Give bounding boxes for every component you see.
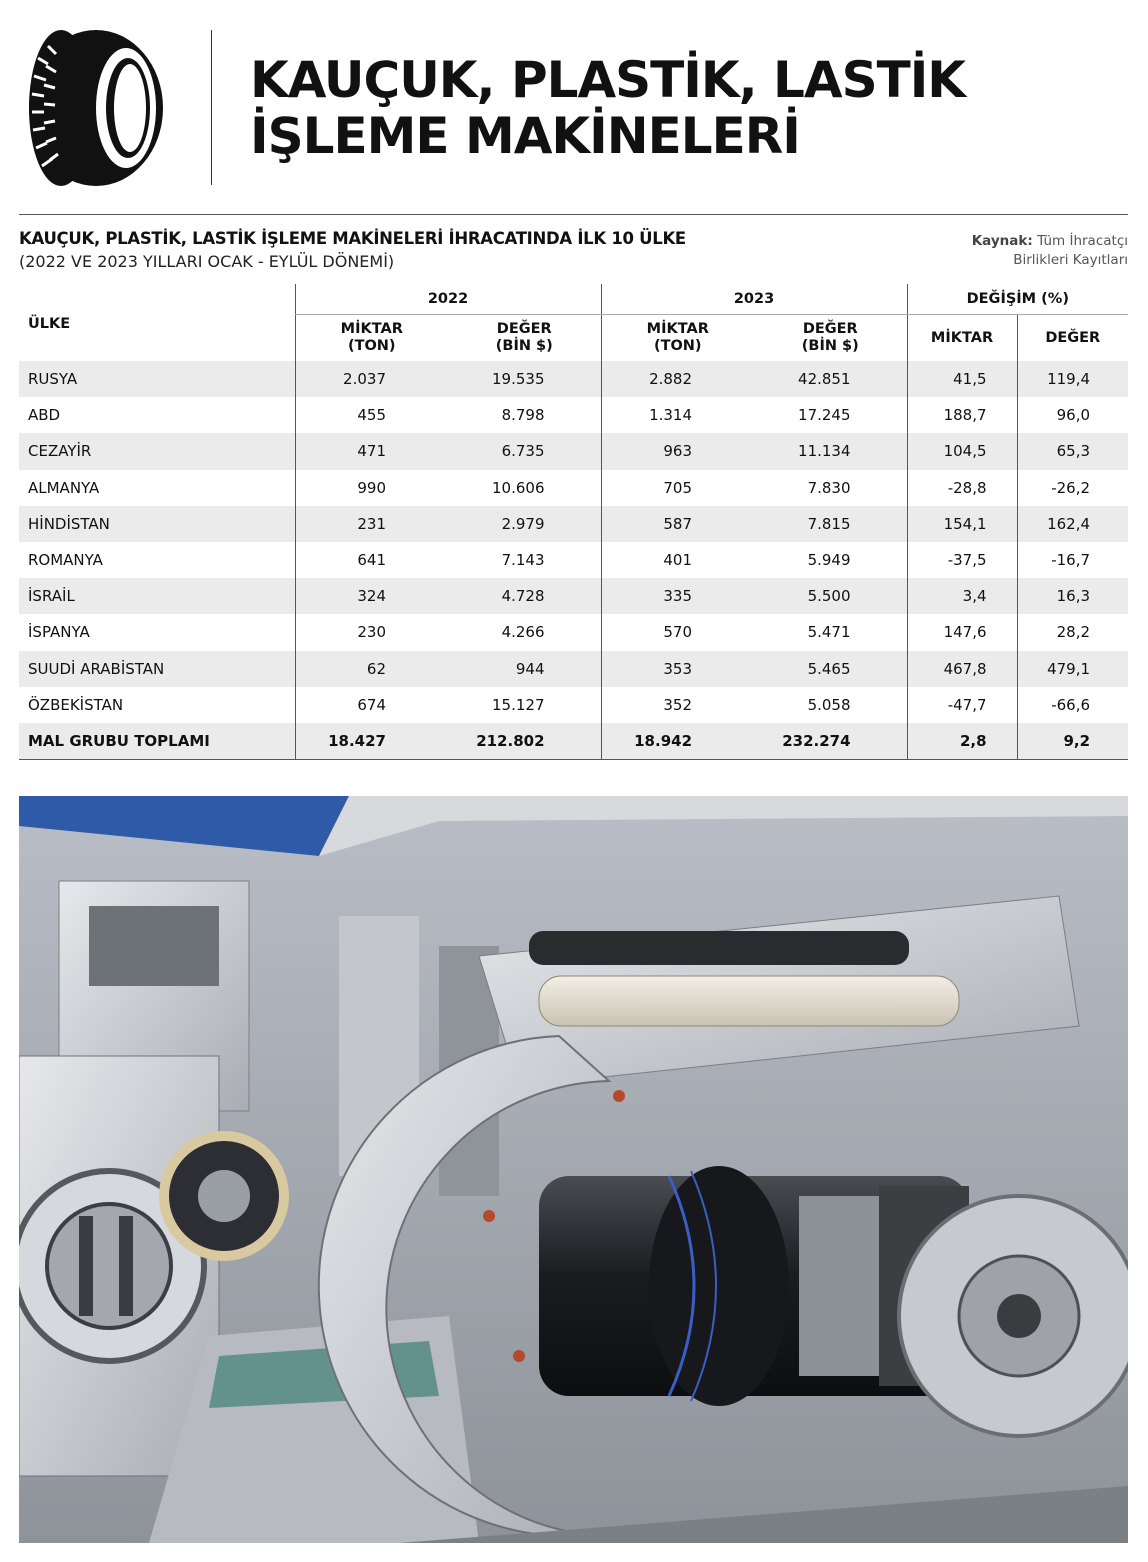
header-change-qty: MİKTAR [907,315,1017,362]
source-line2: Birlikleri Kayıtları [1013,252,1128,268]
value-2022: 944 [448,651,601,687]
header-year-2023: 2023 [601,284,907,315]
value-2023: 5.058 [754,687,907,723]
change-value: 479,1 [1017,651,1128,687]
country-name: CEZAYİR [19,433,295,469]
country-name: SUUDİ ARABİSTAN [19,651,295,687]
value-2023: 5.500 [754,578,907,614]
change-qty: 154,1 [907,506,1017,542]
qty-2023: 353 [601,651,754,687]
header-country: ÜLKE [28,316,71,332]
change-value: -16,7 [1017,542,1128,578]
change-value: 119,4 [1017,361,1128,397]
qty-2022: 2.037 [295,361,448,397]
country-name: ROMANYA [19,542,295,578]
total-qty-2022: 18.427 [295,723,448,760]
value-2022: 7.143 [448,542,601,578]
value-2022: 2.979 [448,506,601,542]
table-row [19,397,1128,433]
table-total-row [19,723,1128,760]
qty-2022: 471 [295,433,448,469]
page-header [0,0,1148,200]
header-year-2022: 2022 [295,284,601,315]
change-value: -66,6 [1017,687,1128,723]
qty-2023: 587 [601,506,754,542]
value-2023: 7.830 [754,470,907,506]
value-2022: 8.798 [448,397,601,433]
total-change-qty: 2,8 [907,723,1017,760]
qty-2023: 963 [601,433,754,469]
country-name: ÖZBEKİSTAN [19,687,295,723]
source-note [972,232,1128,270]
header-divider [211,30,212,185]
total-value-2023: 232.274 [754,723,907,760]
value-2022: 4.728 [448,578,601,614]
page-title [250,52,965,164]
page-title-line1: KAUÇUK, PLASTİK, LASTİK [250,51,966,109]
country-name: RUSYA [19,361,295,397]
change-qty: -47,7 [907,687,1017,723]
table-title: KAUÇUK, PLASTİK, LASTİK İŞLEME MAKİNELERİ İHRACATINDA İLK 10 ÜLKE [19,229,686,248]
source-line1: Tüm İhracatçı [1037,233,1128,249]
value-2022: 19.535 [448,361,601,397]
value-2022: 6.735 [448,433,601,469]
export-table [19,284,1128,760]
table-row [19,470,1128,506]
change-qty: -37,5 [907,542,1017,578]
qty-2022: 641 [295,542,448,578]
qty-2023: 1.314 [601,397,754,433]
table-body [19,361,1128,760]
value-2023: 11.134 [754,433,907,469]
change-qty: 467,8 [907,651,1017,687]
change-qty: 3,4 [907,578,1017,614]
total-change-value: 9,2 [1017,723,1128,760]
change-qty: 188,7 [907,397,1017,433]
value-2022: 4.266 [448,614,601,650]
table-row [19,578,1128,614]
value-2023: 5.471 [754,614,907,650]
change-qty: 41,5 [907,361,1017,397]
qty-2022: 231 [295,506,448,542]
tire-icon [16,28,166,188]
change-value: 65,3 [1017,433,1128,469]
table-row [19,651,1128,687]
value-2023: 7.815 [754,506,907,542]
table-row [19,433,1128,469]
change-qty: 147,6 [907,614,1017,650]
table-row [19,542,1128,578]
qty-2023: 352 [601,687,754,723]
qty-2023: 705 [601,470,754,506]
qty-2023: 570 [601,614,754,650]
header-change-value: DEĞER [1017,315,1128,362]
tire-building-machine-illustration [19,796,1128,1543]
country-name: HİNDİSTAN [19,506,295,542]
value-2023: 5.465 [754,651,907,687]
table-row [19,614,1128,650]
value-2022: 10.606 [448,470,601,506]
header-qty-2023: MİKTAR (TON) [601,315,754,362]
country-name: ABD [19,397,295,433]
country-name: İSPANYA [19,614,295,650]
table-row [19,506,1128,542]
qty-2022: 62 [295,651,448,687]
section-rule [19,214,1128,215]
change-value: 28,2 [1017,614,1128,650]
value-2023: 17.245 [754,397,907,433]
qty-2023: 335 [601,578,754,614]
country-name: ALMANYA [19,470,295,506]
total-label: MAL GRUBU TOPLAMI [19,723,295,760]
header-value-2022: DEĞER (BİN $) [495,321,553,354]
source-label: Kaynak: [971,233,1033,249]
header-qty-2022: MİKTAR (TON) [295,315,448,362]
qty-2022: 230 [295,614,448,650]
change-qty: 104,5 [907,433,1017,469]
value-2022: 15.127 [448,687,601,723]
header-change: DEĞİŞİM (%) [907,284,1128,315]
value-2023: 42.851 [754,361,907,397]
total-value-2022: 212.802 [448,723,601,760]
change-value: -26,2 [1017,470,1128,506]
change-value: 162,4 [1017,506,1128,542]
total-qty-2023: 18.942 [601,723,754,760]
table-row [19,361,1128,397]
change-value: 96,0 [1017,397,1128,433]
qty-2022: 455 [295,397,448,433]
country-name: İSRAİL [19,578,295,614]
machine-photo [19,796,1128,1543]
qty-2023: 401 [601,542,754,578]
change-value: 16,3 [1017,578,1128,614]
header-value-2023: DEĞER (BİN $) [801,321,859,354]
value-2023: 5.949 [754,542,907,578]
qty-2022: 990 [295,470,448,506]
table-subtitle: (2022 VE 2023 YILLARI OCAK - EYLÜL DÖNEMİ) [19,252,395,271]
page-title-line2: İŞLEME MAKİNELERİ [250,107,800,165]
qty-2022: 324 [295,578,448,614]
qty-2022: 674 [295,687,448,723]
qty-2023: 2.882 [601,361,754,397]
change-qty: -28,8 [907,470,1017,506]
table-row [19,687,1128,723]
